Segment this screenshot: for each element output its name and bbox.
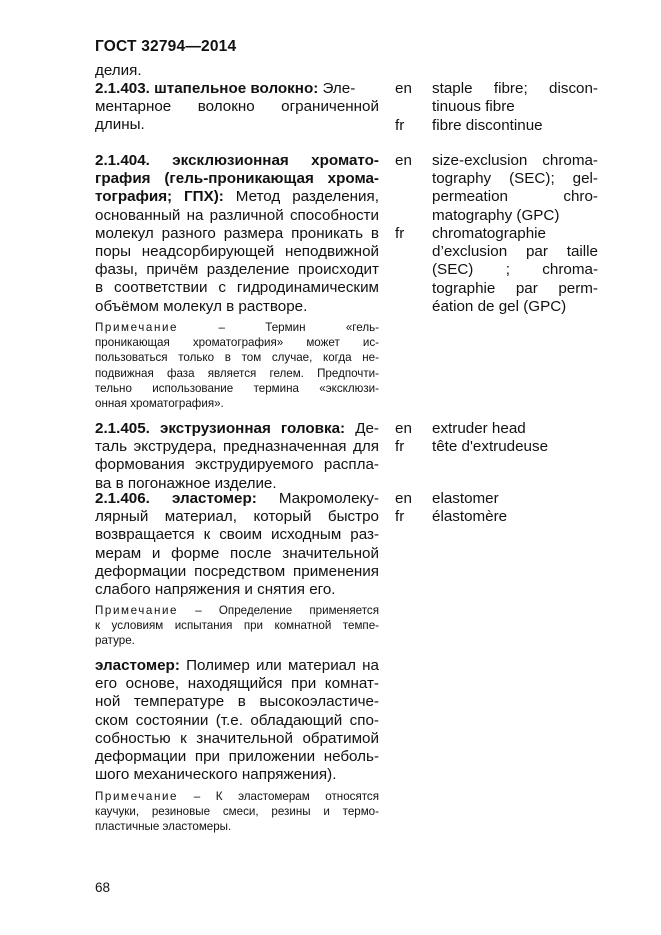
translation-fr-2-1-403: fibre discontinue <box>432 117 543 134</box>
term-number: 2.1.405. <box>95 420 150 437</box>
term-title: экструзионная головка: <box>160 420 346 437</box>
note-label: Примечание <box>95 790 179 803</box>
note-label: Примечание <box>95 604 179 617</box>
translation-en-2-1-404: size-exclusion chroma- tography (SEC); gel- permeation chro- matography (GPC) <box>432 152 598 224</box>
translation-fr-2-1-404: chromatographie d’exclusion par taille (SEC) ; chroma- tographie par perm- éation de gel (GPC) <box>432 225 598 315</box>
continuation-text: делия. <box>95 62 142 79</box>
note-2-1-404: Примечание – Термин «гель- проникающая хроматография» может ис- пользоваться только в том случае, когда не- подвижная фаза является гелем. Предпочти- тельно использование термина «эксклюзи- онная хроматография». <box>95 321 379 411</box>
term-title: штапельное волокно: <box>154 80 319 97</box>
term-entry-2-1-404: 2.1.404. эксклюзионная хромато- графия (гель-проникающая хрома- тография; ГПХ): Метод разделения, основанный на различной способности молекул разного размера проникать в поры неадсорбирующей неподвижной фазы, причём разделение происходит в соответствии с гидродинамическим объёмом молекул в растворе. <box>95 152 379 315</box>
lang-code-en: en <box>395 152 412 169</box>
lang-code-en: en <box>395 420 412 437</box>
term-number: 2.1.404. <box>95 152 150 169</box>
note-label: Примечание <box>95 321 179 334</box>
note-2-1-406: Примечание – Определение применяется к условиям испытания при комнатной темпе- ратуре. <box>95 604 379 648</box>
term-title: эластомер: <box>171 490 257 507</box>
lang-code-en: en <box>395 80 412 97</box>
translation-fr-2-1-405: tête d'extrudeuse <box>432 438 549 455</box>
lang-code-fr: fr <box>395 225 405 242</box>
note-elastomer-alt: Примечание – К эластомерам относятся каучуки, резиновые смеси, резины и термо- пластичные эластомеры. <box>95 790 379 834</box>
translation-en-2-1-406: elastomer <box>432 490 499 507</box>
term-entry-2-1-406: 2.1.406. эластомер: Макромолеку- лярный материал, который быстро возвращается к своим исходным раз- мерам и форме после значительной деформации посредством применения слабого напряжения и снятия его. <box>95 490 379 599</box>
term-entry-2-1-403: 2.1.403. штапельное волокно: Эле- ментарное волокно ограниченной длины. <box>95 80 379 134</box>
term-number: 2.1.406. <box>95 490 150 507</box>
page-number: 68 <box>95 880 111 895</box>
term-title: эластомер: <box>95 657 180 674</box>
lang-code-en: en <box>395 490 412 507</box>
translation-en-2-1-403: staple fibre; discon- tinuous fibre <box>432 80 598 116</box>
lang-code-fr: fr <box>395 438 405 455</box>
translation-en-2-1-405: extruder head <box>432 420 526 437</box>
term-entry-elastomer-alt: эластомер: Полимер или материал на его основе, находящийся при комнат- ной температуре в высокоэластиче- ском состоянии (т.е. обладающий спо- собностью к значительной обратимой деформации при приложении неболь- шого механического напряжения). <box>95 657 379 784</box>
term-entry-2-1-405: 2.1.405. экструзионная головка: Де- таль экструдера, предназначенная для формования экструдируемого распла- ва в погонажное изделие. <box>95 420 379 492</box>
translation-fr-2-1-406: élastomère <box>432 508 508 525</box>
term-number: 2.1.403. <box>95 80 150 97</box>
lang-code-fr: fr <box>395 508 405 525</box>
lang-code-fr: fr <box>395 117 405 134</box>
document-header: ГОСТ 32794—2014 <box>95 38 237 55</box>
term-title: эксклюзионная хромато- <box>172 152 379 169</box>
